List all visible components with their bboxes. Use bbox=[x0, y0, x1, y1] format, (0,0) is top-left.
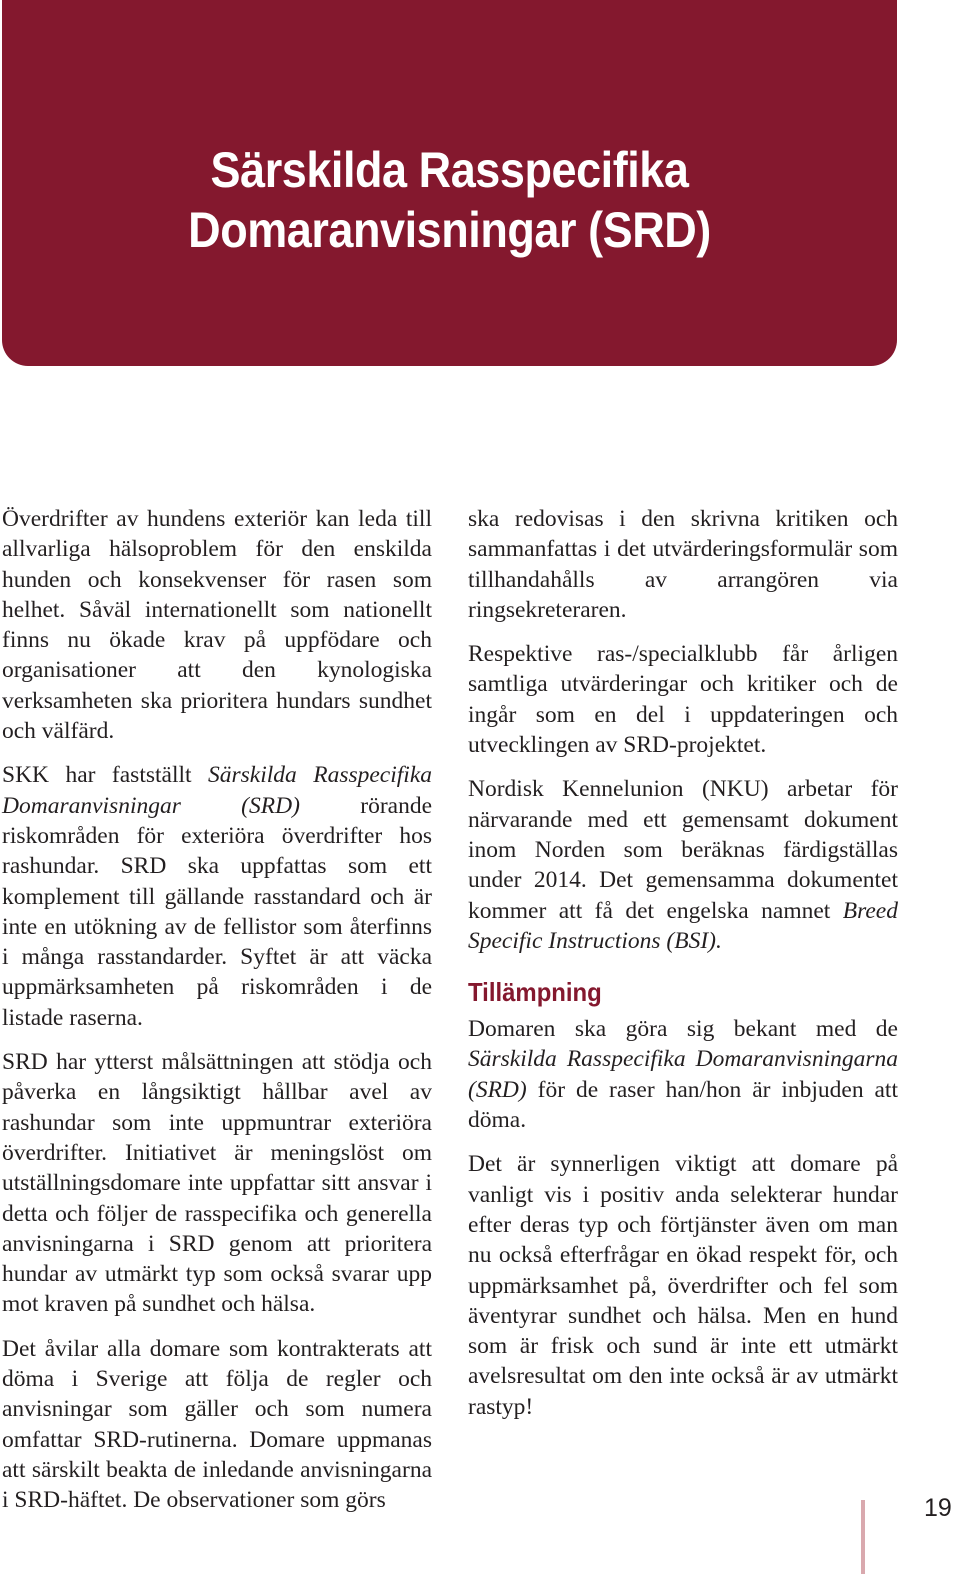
title-banner bbox=[2, 0, 897, 366]
page-title-line-2: Domaranvisningar (SRD) bbox=[188, 202, 711, 258]
page-number: 19 bbox=[924, 1494, 952, 1522]
page-title-line-1: Särskilda Rasspecifika bbox=[210, 142, 689, 198]
paragraph: ska redovisas i den skrivna kritiken och sammanfattas i det utvärderingsformulär som tillhandahålls av arrangören via ringsekreteraren. bbox=[468, 506, 898, 623]
document-title-emphasis: Breed Specific Instructions (BSI). bbox=[468, 897, 898, 954]
paragraph-text: Domaren ska göra sig bekant med de bbox=[468, 1016, 898, 1043]
paragraph bbox=[468, 774, 898, 956]
left-column bbox=[2, 504, 432, 1530]
paragraph-text: Nordisk Kennelunion (NKU) arbetar för närvarande med ett gemensamt dokument inom Norden som beräknas färdigställas under 2014. Det gemensamma dokumentet kommer att få det engelska namnet bbox=[468, 776, 898, 924]
right-column bbox=[468, 504, 898, 1436]
paragraph: Överdrifter av hundens exteriör kan leda till allvarliga hälsoproblem för den enskilda hunden och konsekvenser för rasen som helhet. Såväl internationellt som nationellt finns nu ökade krav på uppfödare och organisationer att den kynologiska verksamheten ska prioritera hundars sundhet och välfärd. bbox=[2, 506, 432, 745]
paragraph-text: SKK har fastställt bbox=[2, 762, 208, 789]
page-title bbox=[47, 140, 853, 260]
paragraph: Det är synnerligen viktigt att domare på vanligt vis i positiv anda selekterar hundar efter deras typ och förtjänster även om man nu också efterfrågar en ökad respekt för, och uppmärksamhet på, överdrifter och fel som äventyrar sundhet och hälsa. Men en hund som är frisk och sund är inte ett utmärkt avelsresultat om den inte också är av utmärkt rastyp! bbox=[468, 1151, 898, 1420]
paragraph-text: för de raser han/hon är inbjuden att döma. bbox=[468, 1076, 898, 1134]
section-heading: Tillämpning bbox=[468, 977, 602, 1008]
document-title-emphasis: Särskilda Rasspecifika Domaranvisningarna (SRD) bbox=[468, 1046, 898, 1103]
paragraph bbox=[2, 760, 432, 1033]
paragraph-text: rörande riskområden för exteriöra överdrifter hos rashundar. SRD ska uppfattas som ett komplement till gällande rasstandard och är inte en utökning av de fellistor som återfinns i många rasstandarder. Syftet är att väcka uppmärksamheten på riskområden i de listade raserna. bbox=[2, 792, 433, 1031]
paragraph: Respektive ras-/specialklubb får årligen samtliga utvärderingar och kritiker och de ingår som en del i uppdateringen och utvecklingen av SRD-projektet. bbox=[468, 641, 898, 759]
paragraph: SRD har ytterst målsättningen att stödja och påverka en långsiktigt hållbar avel av rashundar som inte uppmuntrar exteriöra överdrifter. Initiativet är meningslöst om utställningsdomare inte uppfattar sitt ansvar i detta och följer de rasspecifika och generella anvisningarna i SRD genom att prioritera hundar av utmärkt typ som också svarar upp mot kraven på sundhet och hälsa. bbox=[2, 1049, 432, 1318]
document-title-emphasis: Särskilda Rasspecifika Domaranvisningar (SRD) bbox=[2, 762, 433, 819]
page-number-rule bbox=[861, 1500, 865, 1574]
paragraph bbox=[468, 1014, 898, 1135]
paragraph: Det åvilar alla domare som kontrakterats att döma i Sverige att följa de regler och anvisningar som gäller och som numera omfattar SRD-rutinerna. Domare uppmanas att särskilt beakta de inledande anvisningarna i SRD-häftet. De observationer som görs bbox=[2, 1335, 432, 1514]
